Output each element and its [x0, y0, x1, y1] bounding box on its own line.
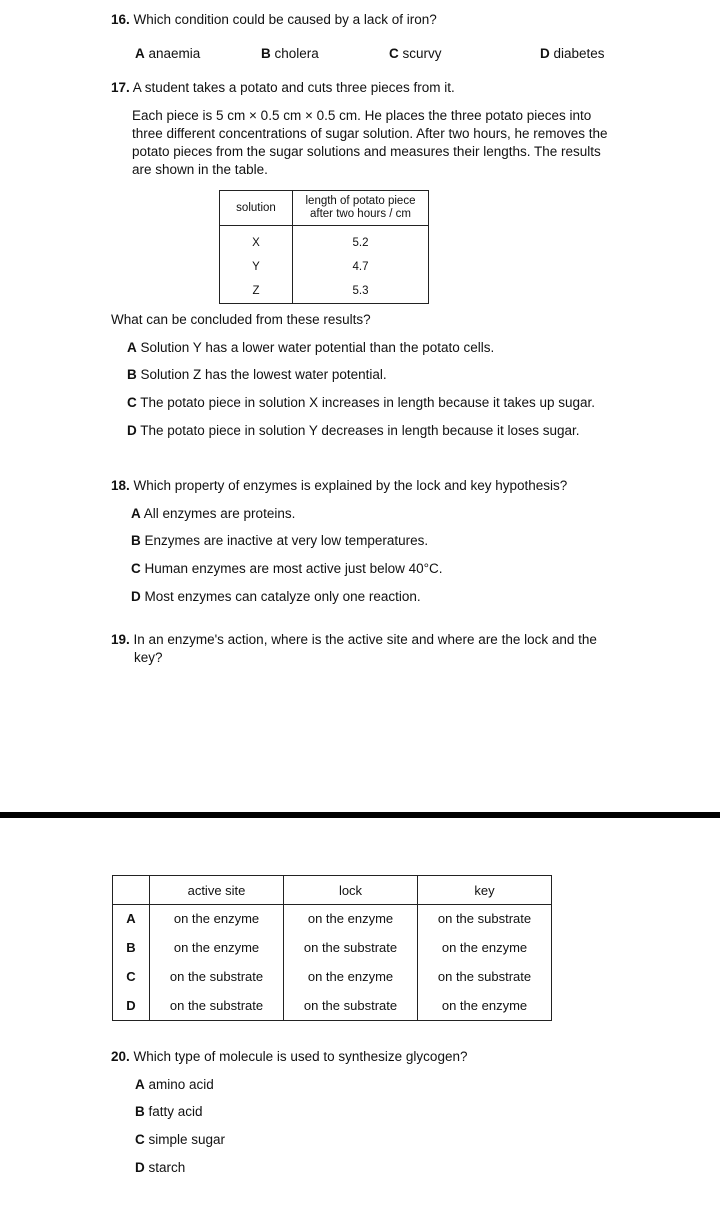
table-row[interactable]	[113, 933, 552, 962]
q17-option-b[interactable]: B Solution Z has the lowest water potential.	[127, 367, 387, 382]
q18-option-d[interactable]: D Most enzymes can catalyze only one reaction.	[131, 589, 421, 604]
q17-paragraph: Each piece is 5 cm × 0.5 cm × 0.5 cm. He places the three potato pieces into three different concentrations of sugar solution. After two hours, he removes the potato pieces from the sugar solutions and measures their lengths. The results are shown in the table.	[132, 108, 608, 177]
q17-option-d[interactable]: D The potato piece in solution Y decreases in length because it loses sugar.	[127, 423, 580, 438]
q16-option-c[interactable]: C scurvy	[389, 46, 442, 61]
q18-option-a[interactable]: A All enzymes are proteins.	[131, 506, 296, 521]
cell-key: on the substrate	[418, 962, 552, 991]
cell-lock: on the enzyme	[284, 905, 418, 934]
cell-active-site: on the enzyme	[150, 905, 284, 934]
cell-length: 5.2	[293, 226, 429, 256]
header-lock: lock	[284, 876, 418, 905]
row-label: B	[113, 933, 150, 962]
table-row[interactable]	[113, 962, 552, 991]
q20-option-d[interactable]: D starch	[135, 1160, 186, 1175]
q18-option-c[interactable]: C Human enzymes are most active just below 40°C.	[131, 561, 443, 576]
q16-option-d[interactable]: D diabetes	[540, 46, 605, 61]
cell-active-site: on the substrate	[150, 991, 284, 1021]
cell-key: on the substrate	[418, 905, 552, 934]
table-row[interactable]	[113, 991, 552, 1021]
cell-solution: Y	[220, 255, 293, 279]
question-19	[111, 632, 597, 647]
cell-lock: on the enzyme	[284, 962, 418, 991]
question-number: 17.	[111, 80, 130, 95]
question-number: 19.	[111, 632, 130, 647]
cell-key: on the enzyme	[418, 991, 552, 1021]
question-20	[111, 1049, 467, 1064]
q18-option-b[interactable]: B Enzymes are inactive at very low temperatures.	[131, 533, 429, 548]
table-header-row	[113, 876, 552, 905]
question-text: Which condition could be caused by a lack of iron?	[133, 12, 437, 27]
cell-length: 4.7	[293, 255, 429, 279]
table-row[interactable]	[113, 905, 552, 934]
cell-lock: on the substrate	[284, 991, 418, 1021]
q20-option-a[interactable]: A amino acid	[135, 1077, 214, 1092]
cell-solution: Z	[220, 279, 293, 304]
table-row	[220, 226, 429, 256]
question-18	[111, 478, 567, 493]
row-label: A	[113, 905, 150, 934]
enzyme-options-table	[112, 875, 552, 1021]
q16-option-a[interactable]: A anaemia	[135, 46, 201, 61]
page-divider	[0, 812, 720, 818]
q17-option-a[interactable]: A Solution Y has a lower water potential than the potato cells.	[127, 340, 495, 355]
question-text: Which type of molecule is used to synthesize glycogen?	[133, 1049, 468, 1064]
cell-key: on the enzyme	[418, 933, 552, 962]
question-number: 16.	[111, 12, 130, 27]
table-row	[220, 255, 429, 279]
question-16	[111, 12, 437, 27]
question-text-continued: key?	[134, 650, 163, 665]
q16-option-b[interactable]: B cholera	[261, 46, 319, 61]
header-blank	[113, 876, 150, 905]
table-row	[220, 279, 429, 304]
header-solution: solution	[220, 191, 293, 226]
cell-length: 5.3	[293, 279, 429, 304]
header-key: key	[418, 876, 552, 905]
question-text: A student takes a potato and cuts three pieces from it.	[132, 80, 455, 95]
q20-option-c[interactable]: C simple sugar	[135, 1132, 226, 1147]
row-label: D	[113, 991, 150, 1021]
question-text: In an enzyme's action, where is the active site and where are the lock and the	[133, 632, 597, 647]
cell-lock: on the substrate	[284, 933, 418, 962]
header-active-site: active site	[150, 876, 284, 905]
header-length: length of potato piece after two hours / cm	[293, 191, 429, 226]
q20-option-b[interactable]: B fatty acid	[135, 1104, 203, 1119]
question-text: Which property of enzymes is explained by the lock and key hypothesis?	[133, 478, 568, 493]
question-number: 18.	[111, 478, 130, 493]
table-header-row	[220, 191, 429, 226]
question-17	[111, 80, 455, 95]
cell-solution: X	[220, 226, 293, 256]
q17-prompt: What can be concluded from these results?	[111, 312, 371, 327]
cell-active-site: on the enzyme	[150, 933, 284, 962]
row-label: C	[113, 962, 150, 991]
q17-option-c[interactable]: C The potato piece in solution X increases in length because it takes up sugar.	[127, 395, 596, 410]
cell-active-site: on the substrate	[150, 962, 284, 991]
potato-results-table	[219, 190, 429, 304]
question-number: 20.	[111, 1049, 130, 1064]
